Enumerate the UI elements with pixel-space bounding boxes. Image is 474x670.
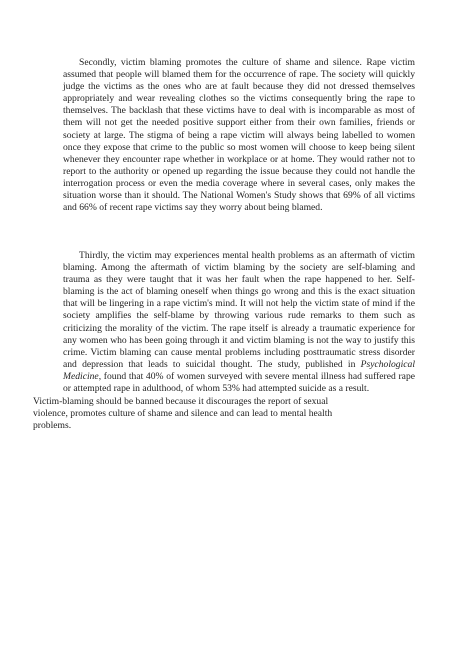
paragraph-text-segment: Thirdly, the victim may experiences mental health problems as an aftermath of victim blaming. Among the aftermath of victim blaming by the society are self-blaming and trauma as they were taught that it was her fault when the rape happened to her. Self-blaming is the act of blaming oneself when things go wrong and this is the exact situation that will be lingering in a rape victim's mind. It will not help the victim state of mind if the society amplifies the self-blame by throwing various rude remarks to them such as criticizing the morality of the victim. The rape itself is already a traumatic experience for any women who has been going through it and victim blaming is not the way to justify this crime. Victim blaming can cause mental problems including posttraumatic stress disorder and depression that leads to suicidal thought. The study, published in <box>63 250 415 370</box>
conclusion-paragraph: Victim-blaming should be banned because it discourages the report of sexual violence, promotes culture of shame and silence and can lead to mental health problems. <box>33 396 333 432</box>
body-paragraph-shame-silence: Secondly, victim blaming promotes the culture of shame and silence. Rape victim assumed that people will blamed them for the occurrence of rape. The society will quickly judge the victims as the ones who are at fault because they did not dressed themselves appropriately and wear revealing clothes so the victims consequently bring the rape to themselves. The backlash that these victims have to deal with is incomparable as most of them will not get the needed positive support either from their own families, friends or society at large. The stigma of being a rape victim will always being labelled to women once they expose that crime to the public so most women will choose to keep being silent whenever they encounter rape whether in workplace or at home. They would rather not to report to the authority or opened up regarding the issue because they could not handle the interrogation process or even the media coverage where in several cases, only makes the situation worse than it should. The National Women's Study shows that 69% of all victims and 66% of recent rape victims say they worry about being blamed. <box>63 57 415 214</box>
paragraph-text-segment: , found that 40% of women surveyed with severe mental illness had suffered rape or attempted rape in adulthood, of whom 53% had attempted suicide as a result. <box>63 370 415 395</box>
journal-title: Psychological Medicine <box>63 358 415 382</box>
body-paragraph-mental-health <box>63 250 415 395</box>
